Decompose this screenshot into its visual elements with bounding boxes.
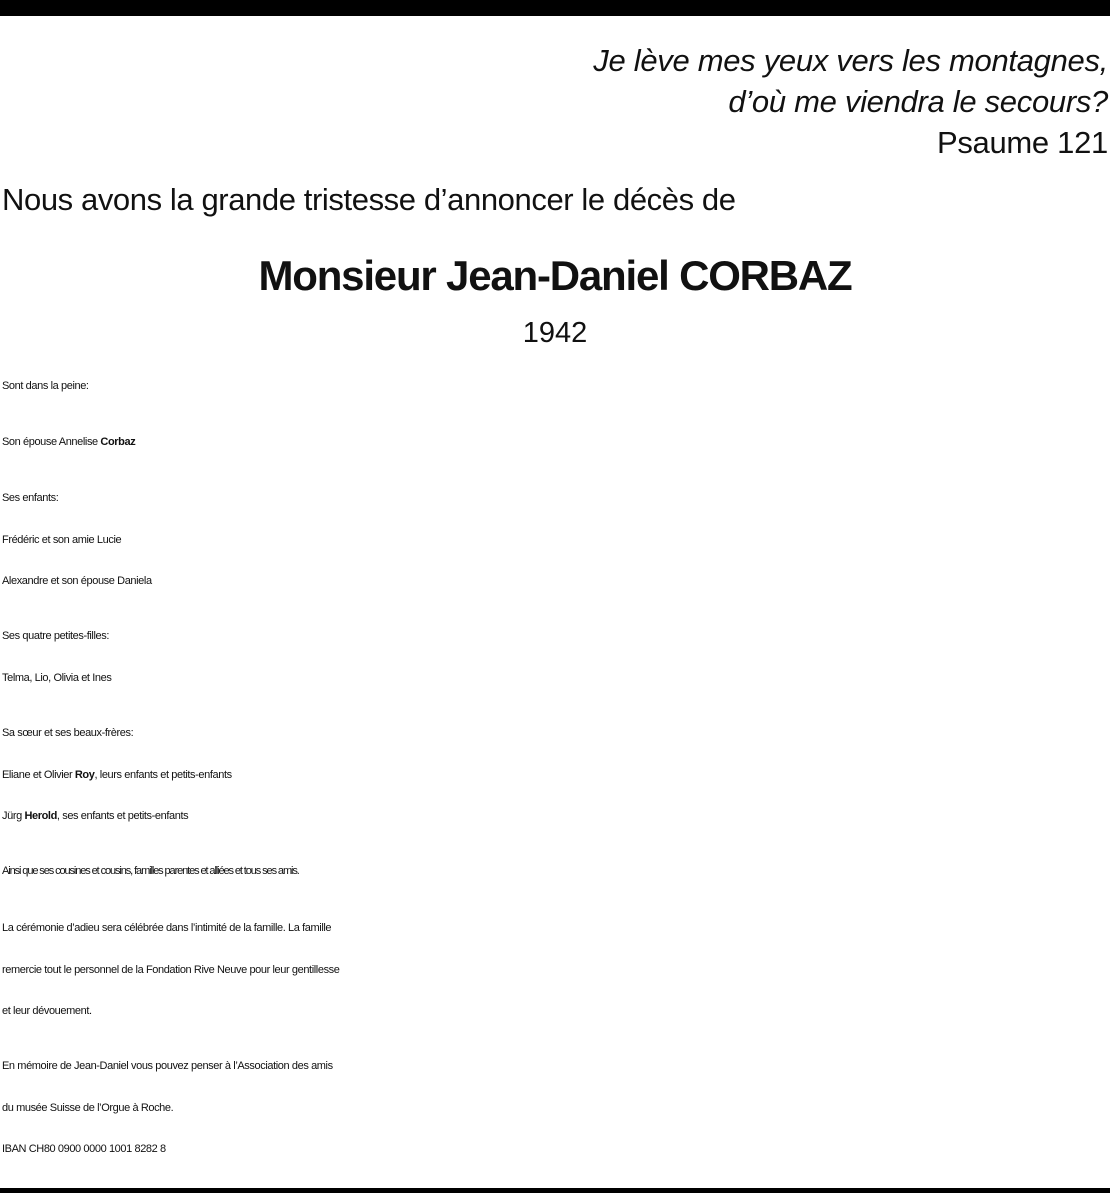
children-heading: Ses enfants: (2, 492, 59, 504)
siblings-line-2 (2, 796, 1108, 838)
announcement-intro: Nous avons la grande tristesse d’annoncer le décès de (2, 182, 736, 217)
siblings-line-1-prefix: Eliane et Olivier (2, 768, 75, 781)
spouse-text (2, 422, 1108, 464)
siblings-section (2, 713, 1108, 838)
memorial-line-2: du musée Suisse de l’Orgue à Roche. (2, 1101, 174, 1114)
grandchildren-names: Telma, Lio, Olivia et Ines (2, 671, 112, 684)
siblings-line-1-surname: Roy (74, 768, 95, 781)
memorial-paragraph (2, 1046, 1108, 1171)
extended-family-line (2, 851, 1108, 893)
siblings-line-1-suffix: , leurs enfants et petits-enfants (94, 768, 232, 781)
verse-line-2: d’où me viendra le secours? (728, 84, 1108, 119)
siblings-line-2-surname: Herold (24, 810, 57, 822)
ceremony-line-3: et leur dévouement. (2, 1005, 92, 1017)
children-line-2: Alexandre et son épouse Daniela (2, 575, 152, 587)
siblings-line-2-prefix: Jürg (2, 810, 25, 822)
top-border-rule (0, 0, 1110, 16)
children-line-1: Frédéric et son amie Lucie (2, 533, 122, 546)
memorial-iban: IBAN CH80 0900 0000 1001 8282 8 (2, 1143, 166, 1155)
children-section (2, 478, 1108, 603)
verse-reference: Psaume 121 (936, 125, 1108, 160)
siblings-line-2-suffix: , ses enfants et petits-enfants (56, 810, 189, 822)
grandchildren-heading: Ses quatre petites-filles: (2, 630, 109, 642)
spouse-line (2, 422, 1108, 464)
spouse-surname: Corbaz (100, 436, 136, 448)
mourners-heading-text: Sont dans la peine: (2, 380, 89, 392)
mourners-heading (2, 366, 1108, 408)
bottom-border-rule (0, 1188, 1110, 1193)
extended-family-text: Ainsi que ses cousines et cousins, familles parentes et alliées et tous ses amis. (2, 865, 299, 877)
grandchildren-section (2, 616, 1108, 699)
birth-year: 1942 (522, 317, 588, 349)
ceremony-line-2: remercie tout le personnel de la Fondation Rive Neuve pour leur gentillesse (2, 963, 340, 976)
verse-line-1: Je lève mes yeux vers les montagnes, (593, 43, 1108, 78)
siblings-line-1 (2, 755, 1108, 797)
memorial-line-1: En mémoire de Jean-Daniel vous pouvez penser à l’Association des amis (2, 1060, 333, 1072)
siblings-heading: Sa sœur et ses beaux-frères: (2, 727, 134, 739)
spouse-prefix: Son épouse Annelise (2, 436, 101, 448)
epigraph-verse (593, 40, 1108, 163)
ceremony-line-1: La cérémonie d’adieu sera célébrée dans l’intimité de la famille. La famille (2, 922, 332, 934)
deceased-name: Monsieur Jean-Daniel CORBAZ (258, 252, 852, 299)
ceremony-paragraph (2, 908, 1108, 1033)
